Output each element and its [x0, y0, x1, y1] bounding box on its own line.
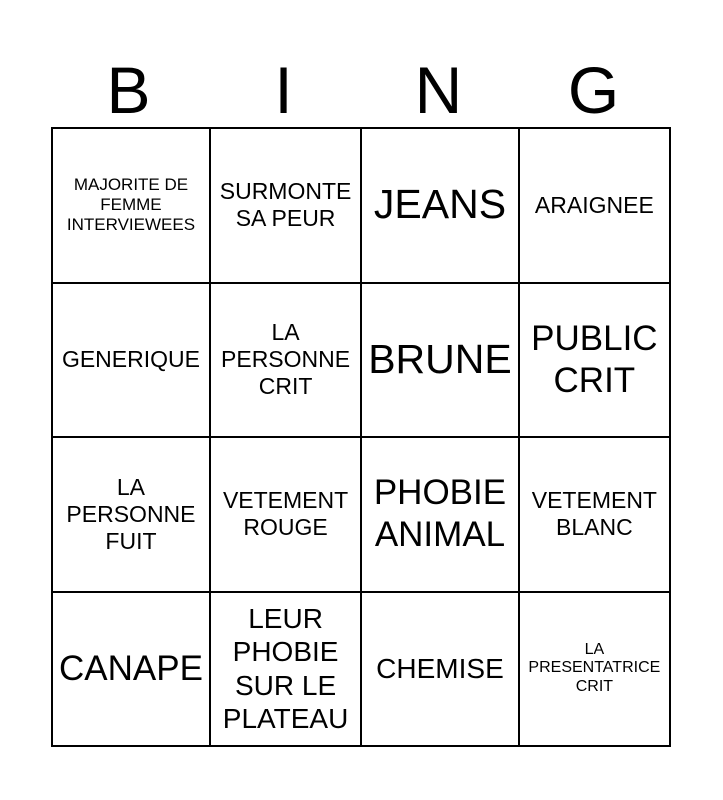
bingo-cell[interactable]: LA PERSONNE FUIT: [53, 438, 211, 593]
bingo-cell[interactable]: ARAIGNEE: [520, 129, 671, 284]
bingo-cell[interactable]: CANAPE: [53, 593, 211, 748]
bingo-cell[interactable]: JEANS: [362, 129, 520, 284]
bingo-header: [51, 52, 671, 128]
header-letter-i: I: [274, 53, 293, 127]
header-letter-g: G: [567, 53, 620, 127]
bingo-grid: [51, 127, 671, 747]
bingo-cell[interactable]: BRUNE: [362, 284, 520, 439]
bingo-cell[interactable]: CHEMISE: [362, 593, 520, 748]
bingo-cell[interactable]: LEUR PHOBIE SUR LE PLATEAU: [211, 593, 362, 748]
bingo-cell[interactable]: SURMONTE SA PEUR: [211, 129, 362, 284]
bingo-cell[interactable]: VETEMENT ROUGE: [211, 438, 362, 593]
bingo-cell[interactable]: PHOBIE ANIMAL: [362, 438, 520, 593]
bingo-cell[interactable]: VETEMENT BLANC: [520, 438, 671, 593]
header-letter-n: N: [414, 53, 463, 127]
header-letter-b: B: [106, 53, 151, 127]
bingo-cell[interactable]: GENERIQUE: [53, 284, 211, 439]
bingo-cell[interactable]: PUBLIC CRIT: [520, 284, 671, 439]
bingo-cell[interactable]: MAJORITE DE FEMME INTERVIEWEES: [53, 129, 211, 284]
bingo-cell[interactable]: LA PERSONNE CRIT: [211, 284, 362, 439]
bingo-cell[interactable]: LA PRESENTATRICE CRIT: [520, 593, 671, 748]
